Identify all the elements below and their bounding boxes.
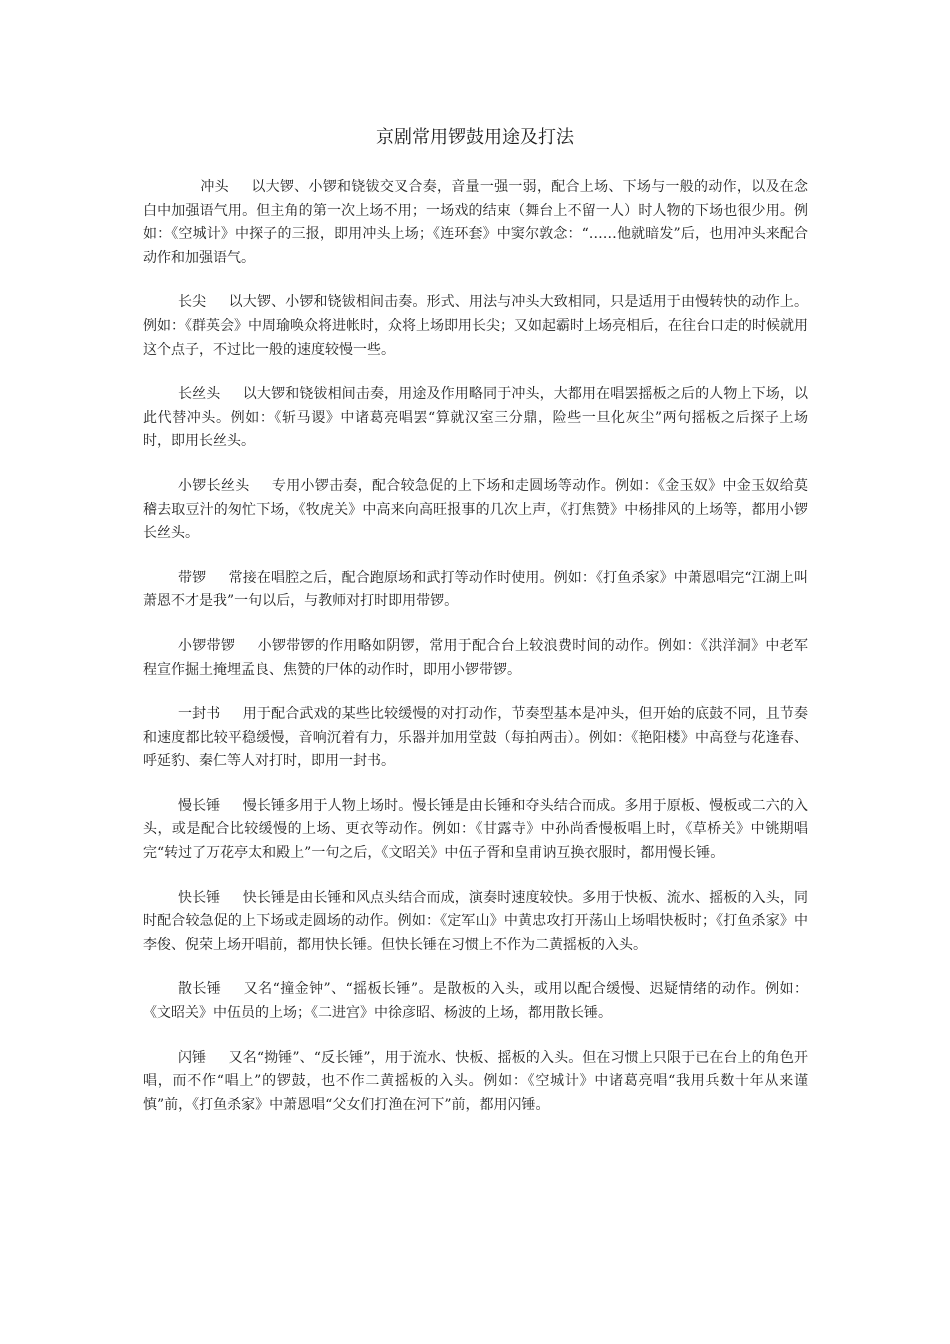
entry-manchangchui xyxy=(143,795,808,866)
entry-text: 用于配合武戏的某些比较缓慢的对打动作，节奏型基本是冲头，但开始的底鼓不同，且节奏和速度都比较平稳缓慢，音响沉着有力，乐器并加用堂鼓（每拍两击）。例如：《艳阳楼》中高登与花逢春、呼延豹、秦仁等人对打时，即用一封书。 xyxy=(143,706,809,770)
entry-text: 以大锣、小锣和铙钹交叉合奏，音量一强一弱，配合上场、下场与一般的动作，以及在念白中加强语气用。但主角的第一次上场不用；一场戏的结束（舞台上不留一人）时人物的下场也很少用。例如：《空城计》中探子的三报，即用冲头上场；《连环套》中窦尔敦念：“……他就暗发”后，也用冲头来配合动作和加强语气。 xyxy=(143,179,808,266)
entry-term: 冲头 xyxy=(200,179,229,195)
entry-text: 快长锤是由长锤和风点头结合而成，演奏时速度较快。多用于快板、流水、摇板的入头，同时配合较急促的上下场或走圆场的动作。例如：《定军山》中黄忠攻打开荡山上场唱快板时；《打鱼杀家》中李俊、倪荣上场开唱前，都用快长锤。但快长锤在习惯上不作为二黄摇板的入头。 xyxy=(143,889,809,953)
entry-dailuo xyxy=(143,567,808,614)
entry-term: 小锣带锣 xyxy=(178,637,236,654)
entry-xiaoluo-changsitou xyxy=(143,475,808,546)
entry-term: 散长锤 xyxy=(178,981,222,998)
entry-xiaoluo-dailuo xyxy=(143,635,808,682)
entry-term: 闪锤 xyxy=(178,1049,207,1066)
document-body xyxy=(143,176,808,1138)
entry-text: 以大锣、小锣和铙钹相间击奏。形式、用法与冲头大致相同，只是适用于由慢转快的动作上。例如：《群英会》中周瑜唤众将进帐时，众将上场即用长尖；又如起霸时上场亮相后，在往台口走的时候就用这个点子，不过比一般的速度较慢一些。 xyxy=(143,294,809,358)
entry-term: 一封书 xyxy=(178,706,221,723)
entry-text: 小锣带锣的作用略如阴锣，常用于配合台上较浪费时间的动作。例如：《洪洋洞》中老军程宣作掘土掩埋孟良、焦赞的尸体的动作时，即用小锣带锣。 xyxy=(143,637,808,678)
entry-term: 慢长锤 xyxy=(178,797,221,814)
entry-text: 又名“拗锤”、“反长锤”，用于流水、快板、摇板的入头。但在习惯上只限于已在台上的角色开唱，而不作“唱上”的锣鼓，也不作二黄摇板的入头。例如：《空城计》中诸葛亮唱“我用兵数十年从来谨慎”前，《打鱼杀家》中萧恩唱“父女们打渔在河下”前，都用闪锤。 xyxy=(143,1049,808,1113)
entry-term: 带锣 xyxy=(178,569,207,586)
entry-chongtou xyxy=(143,176,808,270)
entry-changjian xyxy=(143,291,808,362)
entry-term: 小锣长丝头 xyxy=(178,477,250,494)
entry-shanchui xyxy=(143,1047,808,1118)
entry-term: 长尖 xyxy=(178,294,207,311)
entry-text: 又名“撞金钟”、“摇板长锤”。是散板的入头，或用以配合缓慢、迟疑情绪的动作。例如：《文昭关》中伍员的上场；《二进宫》中徐彦昭、杨波的上场，都用散长锤。 xyxy=(143,981,808,1022)
entry-text: 常接在唱腔之后，配合跑原场和武打等动作时使用。例如：《打鱼杀家》中萧恩唱完“江湖上叫萧恩不才是我”一句以后，与教师对打时即用带锣。 xyxy=(143,569,809,610)
entry-term: 长丝头 xyxy=(178,386,221,403)
entry-text: 以大锣和铙钹相间击奏，用途及作用略同于冲头，大都用在唱罢摇板之后的人物上下场，以此代替冲头。例如：《斩马谡》中诸葛亮唱罢“算就汉室三分鼎，险些一旦化灰尘”两句摇板之后探子上场时，即用长丝头。 xyxy=(143,386,809,450)
entry-kuaichangchui xyxy=(143,887,808,958)
entry-yifengshu xyxy=(143,703,808,774)
document-title: 京剧常用锣鼓用途及打法 xyxy=(376,127,574,148)
entry-sanchangchui xyxy=(143,978,808,1025)
entry-term: 快长锤 xyxy=(178,889,221,906)
entry-text: 专用小锣击奏，配合较急促的上下场和走圆场等动作。例如：《金玉奴》中金玉奴给莫稽去取豆汁的匆忙下场，《牧虎关》中高来向高旺报事的几次上声，《打焦赞》中杨排风的上场等，都用小锣长丝头。 xyxy=(143,477,809,542)
entry-text: 慢长锤多用于人物上场时。慢长锤是由长锤和夺头结合而成。多用于原板、慢板或二六的入头，或是配合比较缓慢的上场、更衣等动作。例如：《甘露寺》中孙尚香慢板唱上时，《草桥关》中铫期唱完“转过了万花亭太和殿上”一句之后，《文昭关》中伍子胥和皇甫讷互换衣服时，都用慢长锤。 xyxy=(143,797,809,862)
entry-changsitou xyxy=(143,383,808,454)
